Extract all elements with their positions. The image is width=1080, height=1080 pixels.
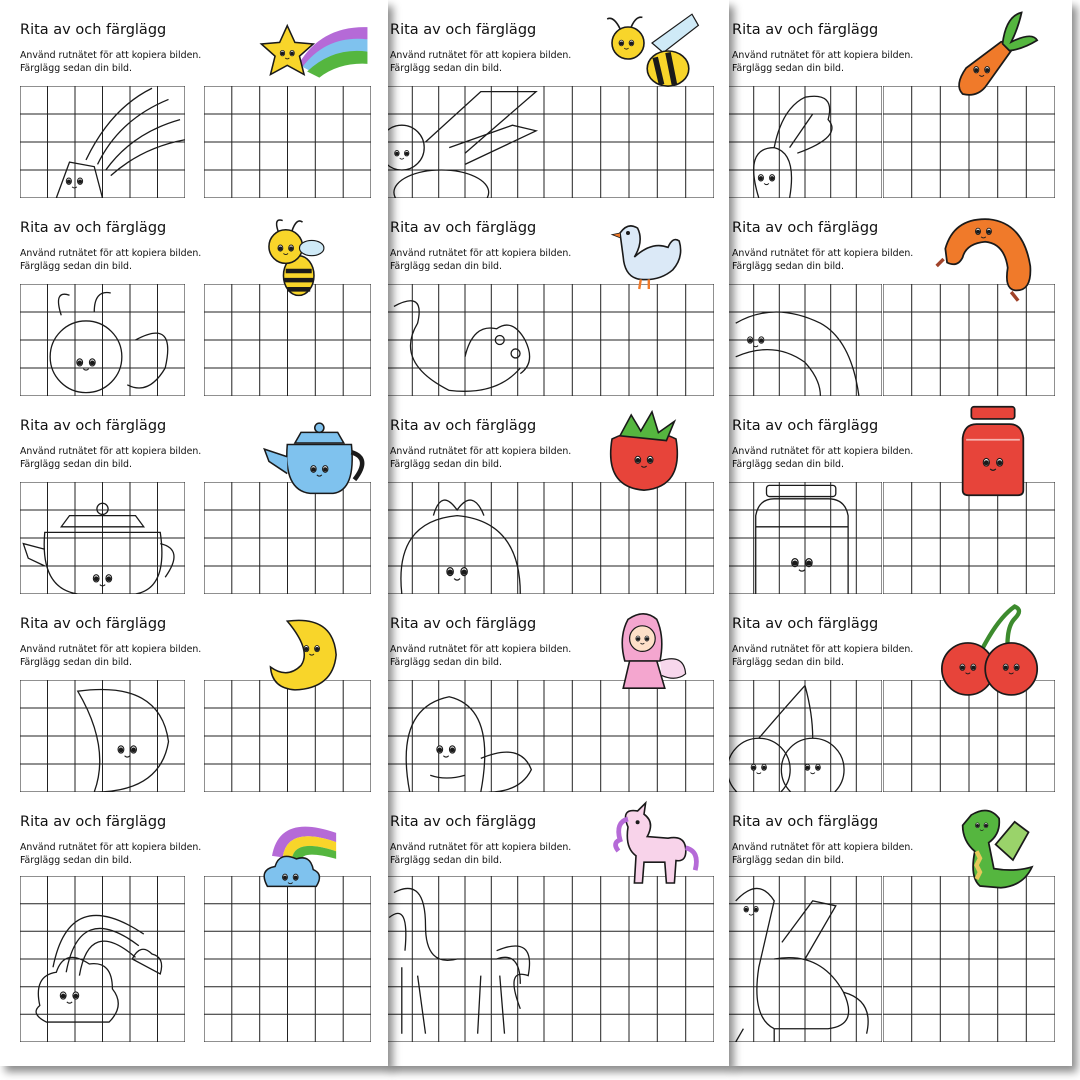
- instruction-line: Använd rutnätet för att kopiera bilden.: [732, 842, 914, 853]
- instruction-line: Använd rutnätet för att kopiera bilden.: [732, 446, 914, 457]
- worksheet-card-teapot: [0, 396, 388, 594]
- teapot-illustration: [240, 414, 388, 498]
- instruction-line: Färglägg sedan din bild.: [20, 261, 132, 272]
- instruction-line: Färglägg sedan din bild.: [732, 63, 844, 74]
- instruction-line: Använd rutnätet för att kopiera bilden.: [390, 446, 572, 457]
- shooting-star-illustration: [240, 18, 388, 102]
- worksheet-page-1: [0, 0, 388, 1066]
- sample-grid: [386, 86, 544, 198]
- card-title: Rita av och färglägg: [390, 220, 537, 236]
- wasp-illustration: [596, 0, 716, 110]
- sample-grid: [728, 876, 882, 1042]
- instruction-line: Färglägg sedan din bild.: [20, 63, 132, 74]
- moon-illustration: [240, 612, 388, 696]
- card-title: Rita av och färglägg: [390, 22, 537, 38]
- instruction-line: Använd rutnätet för att kopiera bilden.: [732, 50, 914, 61]
- instruction-line: Använd rutnätet för att kopiera bilden.: [732, 248, 914, 259]
- instruction-line: Färglägg sedan din bild.: [390, 63, 502, 74]
- instruction-line: Använd rutnätet för att kopiera bilden.: [390, 644, 572, 655]
- worksheet-card-sausage: [728, 198, 1072, 396]
- card-title: Rita av och färglägg: [20, 22, 167, 38]
- rainbow-cloud-illustration: [240, 810, 388, 894]
- worksheet-card-fairy: [386, 594, 729, 792]
- worksheet-page-2: [386, 0, 729, 1066]
- worksheet-card-shooting-star: [0, 0, 388, 198]
- worksheet-card-dove: [386, 198, 729, 396]
- copy-grid: [204, 876, 371, 1042]
- carrot-illustration: [928, 0, 1058, 110]
- instruction-line: Färglägg sedan din bild.: [20, 657, 132, 668]
- card-title: Rita av och färglägg: [732, 220, 879, 236]
- worksheet-card-wasp: [386, 0, 729, 198]
- sample-grid: [728, 86, 882, 198]
- instruction-line: Färglägg sedan din bild.: [732, 855, 844, 866]
- sample-grid: [728, 680, 882, 792]
- instruction-line: Färglägg sedan din bild.: [732, 459, 844, 470]
- dragon-illustration: [928, 792, 1058, 902]
- card-title: Rita av och färglägg: [390, 616, 537, 632]
- card-title: Rita av och färglägg: [20, 220, 167, 236]
- strawberry-illustration: [596, 396, 716, 506]
- worksheet-card-dragon: [728, 792, 1072, 1066]
- instruction-line: Färglägg sedan din bild.: [20, 459, 132, 470]
- instruction-line: Använd rutnätet för att kopiera bilden.: [20, 842, 202, 853]
- sausage-illustration: [928, 198, 1058, 308]
- card-title: Rita av och färglägg: [20, 814, 167, 830]
- worksheet-card-moon: [0, 594, 388, 792]
- copy-grid: [204, 86, 371, 198]
- card-title: Rita av och färglägg: [732, 418, 879, 434]
- instruction-line: Använd rutnätet för att kopiera bilden.: [390, 248, 572, 259]
- worksheet-card-jar: [728, 396, 1072, 594]
- instruction-line: Använd rutnätet för att kopiera bilden.: [20, 644, 202, 655]
- jar-illustration: [928, 396, 1058, 506]
- sample-grid: [386, 876, 544, 1042]
- sample-grid: [728, 482, 882, 594]
- instruction-line: Använd rutnätet för att kopiera bilden.: [20, 248, 202, 259]
- instruction-line: Färglägg sedan din bild.: [390, 657, 502, 668]
- sample-grid: [386, 482, 544, 594]
- worksheet-card-carrot: [728, 0, 1072, 198]
- worksheet-page-3: [728, 0, 1072, 1066]
- copy-grid: [204, 680, 371, 792]
- worksheet-card-rainbow-cloud: [0, 792, 388, 1066]
- unicorn-illustration: [596, 792, 716, 902]
- sample-grid: [386, 680, 544, 792]
- worksheet-card-strawberry: [386, 396, 729, 594]
- worksheet-card-bee: [0, 198, 388, 396]
- instruction-line: Använd rutnätet för att kopiera bilden.: [390, 50, 572, 61]
- dove-illustration: [596, 198, 716, 308]
- card-title: Rita av och färglägg: [732, 22, 879, 38]
- worksheet-card-unicorn: [386, 792, 729, 1066]
- card-title: Rita av och färglägg: [390, 814, 537, 830]
- instruction-line: Använd rutnätet för att kopiera bilden.: [390, 842, 572, 853]
- instruction-line: Färglägg sedan din bild.: [20, 855, 132, 866]
- card-title: Rita av och färglägg: [20, 616, 167, 632]
- instruction-line: Färglägg sedan din bild.: [732, 261, 844, 272]
- card-title: Rita av och färglägg: [390, 418, 537, 434]
- sample-grid: [20, 482, 185, 594]
- instruction-line: Använd rutnätet för att kopiera bilden.: [20, 446, 202, 457]
- instruction-line: Använd rutnätet för att kopiera bilden.: [20, 50, 202, 61]
- cherries-illustration: [928, 594, 1058, 704]
- worksheet-card-cherries: [728, 594, 1072, 792]
- card-title: Rita av och färglägg: [20, 418, 167, 434]
- copy-grid: [204, 482, 371, 594]
- sample-grid: [20, 86, 185, 198]
- instruction-line: Färglägg sedan din bild.: [732, 657, 844, 668]
- bee-illustration: [240, 216, 388, 300]
- copy-grid: [204, 284, 371, 396]
- sample-grid: [386, 284, 544, 396]
- fairy-illustration: [596, 594, 716, 704]
- sample-grid: [20, 680, 185, 792]
- sample-grid: [20, 284, 185, 396]
- card-title: Rita av och färglägg: [732, 616, 879, 632]
- instruction-line: Färglägg sedan din bild.: [390, 261, 502, 272]
- sample-grid: [20, 876, 185, 1042]
- instruction-line: Färglägg sedan din bild.: [390, 459, 502, 470]
- instruction-line: Använd rutnätet för att kopiera bilden.: [732, 644, 914, 655]
- sample-grid: [728, 284, 882, 396]
- instruction-line: Färglägg sedan din bild.: [390, 855, 502, 866]
- card-title: Rita av och färglägg: [732, 814, 879, 830]
